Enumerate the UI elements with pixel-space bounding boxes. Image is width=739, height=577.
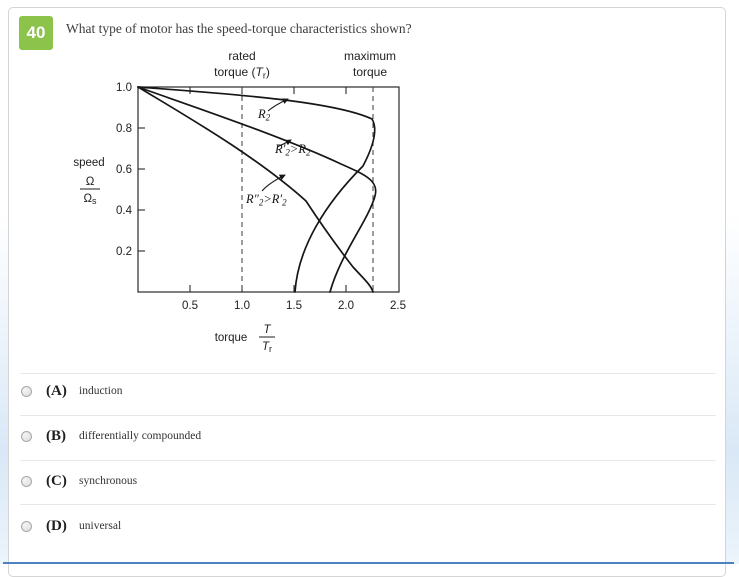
option-radio-a[interactable] bbox=[21, 386, 32, 397]
curve-R2-double-prime bbox=[138, 87, 373, 292]
curve-label-R2-prime: $R'_2>R_2$ bbox=[275, 142, 311, 158]
y-axis-labels bbox=[116, 82, 133, 258]
x-tick-label: 1.5 bbox=[286, 300, 302, 312]
y-tick-label: 0.6 bbox=[116, 164, 132, 176]
option-row-d[interactable] bbox=[9, 515, 709, 537]
option-row-a[interactable] bbox=[9, 380, 709, 402]
option-label-d: universal bbox=[79, 520, 122, 532]
curve-label-R2-double-prime: $R''_2>R'_2$ bbox=[246, 192, 287, 208]
option-divider bbox=[20, 415, 716, 416]
option-letter-b: (B) bbox=[46, 427, 66, 444]
x-axis-labels bbox=[182, 300, 406, 312]
option-radio-b[interactable] bbox=[21, 431, 32, 442]
option-letter-a: (A) bbox=[46, 382, 67, 399]
x-axis-title bbox=[215, 324, 275, 354]
x-tick-label: 2.0 bbox=[338, 300, 354, 312]
option-row-b[interactable] bbox=[9, 425, 709, 447]
x-axis-frac-num: T bbox=[263, 324, 271, 336]
y-tick-label: 0.2 bbox=[116, 246, 132, 258]
option-row-c[interactable] bbox=[9, 470, 709, 492]
torque-speed-curves bbox=[138, 87, 376, 292]
x-tick-label: 2.5 bbox=[390, 300, 406, 312]
option-divider bbox=[20, 460, 716, 461]
x-tick-label: 0.5 bbox=[182, 300, 198, 312]
curve-labels bbox=[245, 107, 311, 208]
curve-R2-prime bbox=[138, 87, 376, 292]
x-tick-label: 1.0 bbox=[234, 300, 250, 312]
maximum-torque-label-line1: maximum bbox=[343, 49, 397, 63]
y-tick-label: 0.8 bbox=[116, 123, 132, 135]
option-letter-c: (C) bbox=[46, 472, 67, 489]
option-radio-c[interactable] bbox=[21, 476, 32, 487]
option-divider bbox=[20, 373, 716, 374]
y-axis-title bbox=[73, 157, 104, 206]
curve-label-R2: $R_2$ bbox=[258, 107, 271, 123]
y-axis-word: speed bbox=[73, 157, 105, 169]
top-annotations bbox=[214, 49, 396, 81]
option-label-a: induction bbox=[79, 385, 123, 397]
y-tick-label: 0.4 bbox=[116, 205, 132, 217]
question-number: 40 bbox=[26, 23, 46, 42]
x-axis-word: torque bbox=[214, 332, 248, 344]
y-tick-label: 1.0 bbox=[116, 82, 132, 94]
question-number-badge bbox=[19, 16, 53, 50]
maximum-torque-label-line2: torque bbox=[352, 65, 388, 79]
option-label-b: differentially compounded bbox=[79, 430, 202, 442]
question-text: What type of motor has the speed-torque characteristics shown? bbox=[66, 21, 412, 36]
question-card bbox=[8, 7, 726, 577]
x-axis-frac-den: Tr bbox=[261, 341, 273, 354]
option-radio-d[interactable] bbox=[21, 521, 32, 532]
option-divider bbox=[20, 504, 716, 505]
curve-R2 bbox=[138, 87, 375, 292]
figure-svg bbox=[56, 39, 424, 361]
y-axis-frac-num: Ω bbox=[85, 176, 95, 188]
option-label-c: synchronous bbox=[79, 475, 138, 487]
speed-torque-figure bbox=[56, 39, 424, 361]
rated-torque-label-line1: rated bbox=[228, 49, 256, 63]
rated-torque-label-line2: torque $(T_r)$ bbox=[214, 65, 270, 81]
option-letter-d: (D) bbox=[46, 517, 67, 534]
y-axis-frac-den: Ωs bbox=[83, 193, 97, 206]
